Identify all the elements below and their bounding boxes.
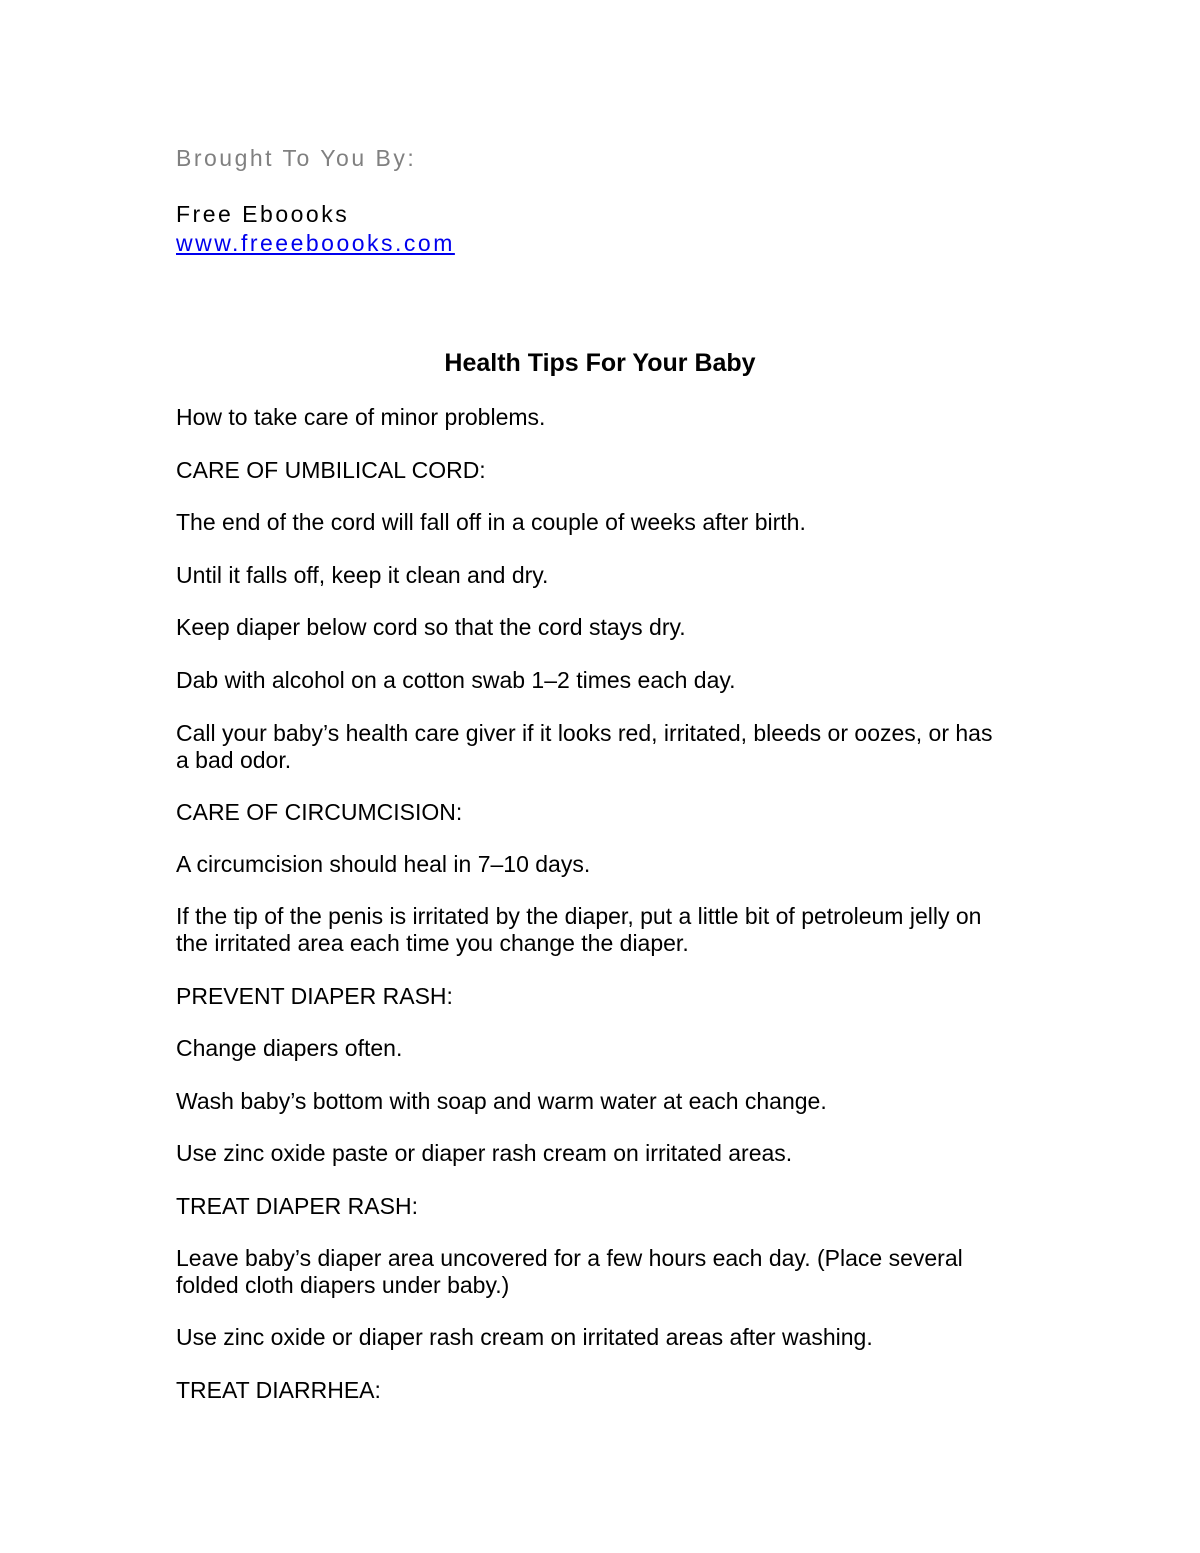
section-heading-treat-diaper-rash: TREAT DIAPER RASH: — [176, 1193, 418, 1219]
paragraph: Change diapers often. — [176, 1035, 403, 1061]
paragraph: Use zinc oxide paste or diaper rash cream on irritated areas. — [176, 1140, 793, 1166]
paragraph: Call your baby’s health care giver if it looks red, irritated, bleeds or oozes, or has a bad odor. — [176, 720, 993, 773]
paragraph: Use zinc oxide or diaper rash cream on irritated areas after washing. — [176, 1324, 873, 1350]
paragraph: Until it falls off, keep it clean and dry. — [176, 562, 549, 588]
paragraph: Wash baby’s bottom with soap and warm water at each change. — [176, 1088, 827, 1114]
publisher-name: Free Eboooks — [176, 201, 350, 227]
section-heading-circumcision: CARE OF CIRCUMCISION: — [176, 799, 463, 825]
paragraph: If the tip of the penis is irritated by the diaper, put a little bit of petroleum jelly on the irritated area each time you change the diaper. — [176, 903, 982, 956]
paragraph: The end of the cord will fall off in a couple of weeks after birth. — [176, 509, 806, 535]
paragraph: Dab with alcohol on a cotton swab 1–2 times each day. — [176, 667, 736, 693]
paragraph: Keep diaper below cord so that the cord stays dry. — [176, 614, 686, 640]
page-title: Health Tips For Your Baby — [444, 349, 756, 377]
section-heading-umbilical-cord: CARE OF UMBILICAL CORD: — [176, 457, 486, 483]
paragraph: Leave baby’s diaper area uncovered for a few hours each day. (Place several folded cloth diapers under baby.) — [176, 1245, 963, 1298]
intro-text: How to take care of minor problems. — [176, 404, 546, 430]
publisher-link[interactable]: www.freeeboooks.com — [176, 230, 455, 256]
paragraph: A circumcision should heal in 7–10 days. — [176, 851, 591, 877]
section-heading-treat-diarrhea: TREAT DIARRHEA: — [176, 1377, 381, 1403]
section-heading-prevent-diaper-rash: PREVENT DIAPER RASH: — [176, 983, 453, 1009]
brought-to-you-label: Brought To You By: — [176, 145, 417, 171]
